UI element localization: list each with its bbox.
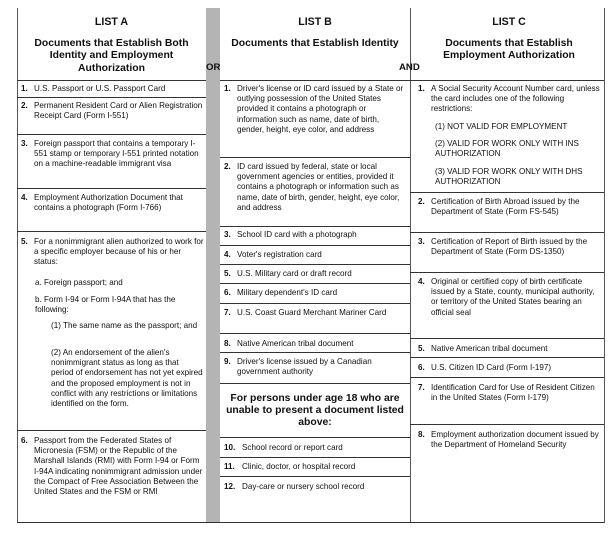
list-a-item5-sub-b1: (1) The same name as the passport; and	[51, 321, 198, 330]
list-b-item	[220, 443, 410, 457]
item-number: 2.	[224, 162, 231, 171]
list-c-item	[414, 197, 604, 231]
list-b-column	[220, 8, 410, 78]
item-text: Identification Card for Use of Resident Citizen in the United States (Form I-179)	[431, 383, 595, 403]
list-a-item5-sub-a: a. Foreign passport; and	[35, 278, 123, 287]
item-number: 2.	[21, 101, 28, 110]
row-rule	[410, 357, 604, 358]
list-a-item5-sub-b: b. Form I-94 or Form I-94A that has the following:	[35, 295, 176, 315]
row-rule	[17, 188, 206, 189]
item-text: Military dependent's ID card	[237, 288, 338, 297]
item-number: 8.	[418, 430, 425, 439]
row-rule	[410, 424, 604, 425]
item-text: Certification of Birth Abroad issued by the Department of State (Form FS-545)	[431, 197, 580, 217]
item-text: School record or report card	[242, 443, 343, 452]
list-a-title: LIST A	[94, 16, 129, 28]
list-b-header-rule	[220, 80, 410, 81]
list-b-item	[220, 84, 410, 154]
row-rule	[220, 383, 410, 384]
item-text: Certification of Report of Birth issued by the Department of State (Form DS-1350)	[431, 237, 588, 257]
list-b-item	[220, 230, 410, 244]
list-b-item	[220, 308, 410, 332]
list-a-heading: Documents that Establish Both Identity and Employment Authorization	[34, 38, 189, 74]
list-c-item	[414, 237, 604, 271]
list-c-item	[414, 277, 604, 333]
item-text: A Social Security Account Number card, unless the card includes one of the following restrictions:	[431, 84, 600, 114]
row-rule	[17, 430, 206, 431]
row-rule	[220, 437, 410, 438]
list-b-item	[220, 269, 410, 283]
list-c-item	[414, 84, 604, 114]
restriction-2: (2) VALID FOR WORK ONLY WITH INS AUTHORIZATION	[435, 139, 579, 159]
item-text: Permanent Resident Card or Alien Registration Receipt Card (Form I-551)	[34, 101, 203, 121]
row-rule	[410, 232, 604, 233]
restriction-3: (3) VALID FOR WORK ONLY WITH DHS AUTHORIZATION	[435, 167, 583, 187]
item-number: 6.	[224, 288, 231, 297]
item-number: 10.	[224, 443, 236, 452]
row-rule	[220, 226, 410, 227]
list-b-heading: Documents that Establish Identity	[231, 38, 399, 50]
item-number: 9.	[224, 357, 231, 366]
list-b-item	[220, 250, 410, 264]
item-number: 7.	[224, 308, 231, 317]
list-b-header	[220, 8, 410, 78]
item-text: Foreign passport that contains a temporary I-551 stamp or temporary I-551 printed notation on a machine-readable immigrant visa	[34, 139, 199, 169]
item-number: 4.	[21, 193, 28, 202]
row-rule	[220, 283, 410, 284]
and-separator: AND	[399, 62, 420, 73]
row-rule	[17, 231, 206, 232]
item-text: School ID card with a photograph	[237, 230, 357, 239]
item-text: Driver's license or ID card issued by a State or outlying possession of the United States provided it contains a photograph or information such as name, date of birth, gender, height, eye color, and address	[237, 84, 404, 134]
item-number: 7.	[418, 383, 425, 392]
item-text: Voter's registration card	[237, 250, 322, 259]
list-a-column	[17, 8, 206, 78]
list-b-right-border	[410, 8, 411, 523]
item-number: 5.	[224, 269, 231, 278]
item-number: 5.	[21, 237, 28, 246]
row-rule	[220, 352, 410, 353]
row-rule	[17, 134, 206, 135]
item-number: 11.	[224, 462, 235, 471]
list-b-item	[220, 162, 410, 222]
item-text: Native American tribal document	[431, 344, 548, 353]
row-rule	[220, 303, 410, 304]
item-number: 2.	[418, 197, 425, 206]
list-c-header-rule	[410, 80, 604, 81]
list-b-title: LIST B	[298, 16, 332, 28]
item-number: 4.	[418, 277, 425, 286]
row-rule	[17, 97, 206, 98]
list-c-column	[414, 8, 604, 78]
item-number: 3.	[418, 237, 425, 246]
item-number: 12.	[224, 482, 236, 491]
row-rule	[220, 476, 410, 477]
list-c-heading: Documents that Establish Employment Authorization	[443, 38, 575, 62]
list-b-item	[220, 288, 410, 302]
item-text: U.S. Military card or draft record	[237, 269, 352, 278]
restriction-1: (1) NOT VALID FOR EMPLOYMENT	[435, 122, 568, 131]
list-c-right-border	[604, 8, 605, 523]
item-number: 1.	[21, 84, 28, 93]
list-c-item	[414, 430, 604, 464]
list-c-item	[414, 383, 604, 419]
item-number: 4.	[224, 250, 231, 259]
table-bottom-rule	[17, 522, 604, 523]
list-a-item	[17, 436, 206, 521]
row-rule	[220, 245, 410, 246]
item-text: For a nonimmigrant alien authorized to work for a specific employer because of his or her status:	[34, 237, 204, 267]
item-text: Employment Authorization Document that contains a photograph (Form I-766)	[34, 193, 183, 213]
list-c-item	[414, 363, 604, 377]
list-a-item	[17, 84, 206, 98]
list-c-header	[414, 8, 604, 78]
item-number: 6.	[418, 363, 425, 372]
item-number: 3.	[224, 230, 231, 239]
list-a-item	[17, 193, 206, 227]
item-number: 3.	[21, 139, 28, 148]
item-text: ID card issued by federal, state or local government agencies or entities, provided it contains a photograph or information such as name, date of birth, gender, height, eye color, and address	[237, 162, 400, 212]
list-c-title: LIST C	[492, 16, 526, 28]
list-b-item	[220, 462, 410, 476]
item-text: Driver's license issued by a Canadian government authority	[237, 357, 372, 377]
item-number: 5.	[418, 344, 425, 353]
item-text: U.S. Coast Guard Merchant Mariner Card	[237, 308, 387, 317]
list-a-item5-sub-b2: (2) An endorsement of the alien's nonimmigrant status as long as that period of endorsement has not yet expired and the proposed employment is not in conflict with any restrictions or limitations identified on the form.	[51, 348, 203, 409]
list-a-item	[17, 101, 206, 127]
or-separator: OR	[206, 62, 221, 73]
item-text: Clinic, doctor, or hospital record	[242, 462, 356, 471]
column-divider-bar	[206, 8, 220, 523]
row-rule	[220, 457, 410, 458]
row-rule	[410, 192, 604, 193]
item-number: 1.	[418, 84, 425, 93]
list-a-header-rule	[17, 80, 206, 81]
item-text: Passport from the Federated States of Micronesia (FSM) or the Republic of the Marshall Islands (RMI) with Form I-94 or Form I-94A indicating nonimmigrant admission under the Compact of Free Association Between the United States and the FSM or RMI	[34, 436, 203, 497]
item-text: Employment authorization document issued by the Department of Homeland Security	[431, 430, 599, 450]
item-number: 6.	[21, 436, 28, 445]
item-text: U.S. Passport or U.S. Passport Card	[34, 84, 166, 93]
row-rule	[220, 333, 410, 334]
list-a-item	[17, 139, 206, 184]
row-rule	[220, 264, 410, 265]
under-age-18-heading: For persons under age 18 who are unable to present a document listed above:	[226, 393, 404, 429]
item-text: Day-care or nursery school record	[242, 482, 365, 491]
row-rule	[410, 338, 604, 339]
list-b-item	[220, 357, 410, 381]
item-text: U.S. Citizen ID Card (Form I-197)	[431, 363, 552, 372]
item-number: 1.	[224, 84, 231, 93]
item-text: Native American tribal document	[237, 339, 354, 348]
item-number: 8.	[224, 339, 231, 348]
list-b-item	[220, 482, 410, 496]
row-rule	[220, 157, 410, 158]
row-rule	[410, 377, 604, 378]
item-text: Original or certified copy of birth certificate issued by a State, county, municipal authority, or territory of the United States bearing an official seal	[431, 277, 595, 317]
list-a-header	[17, 8, 206, 78]
list-c-item	[414, 344, 604, 358]
list-b-item	[220, 339, 410, 353]
row-rule	[410, 272, 604, 273]
